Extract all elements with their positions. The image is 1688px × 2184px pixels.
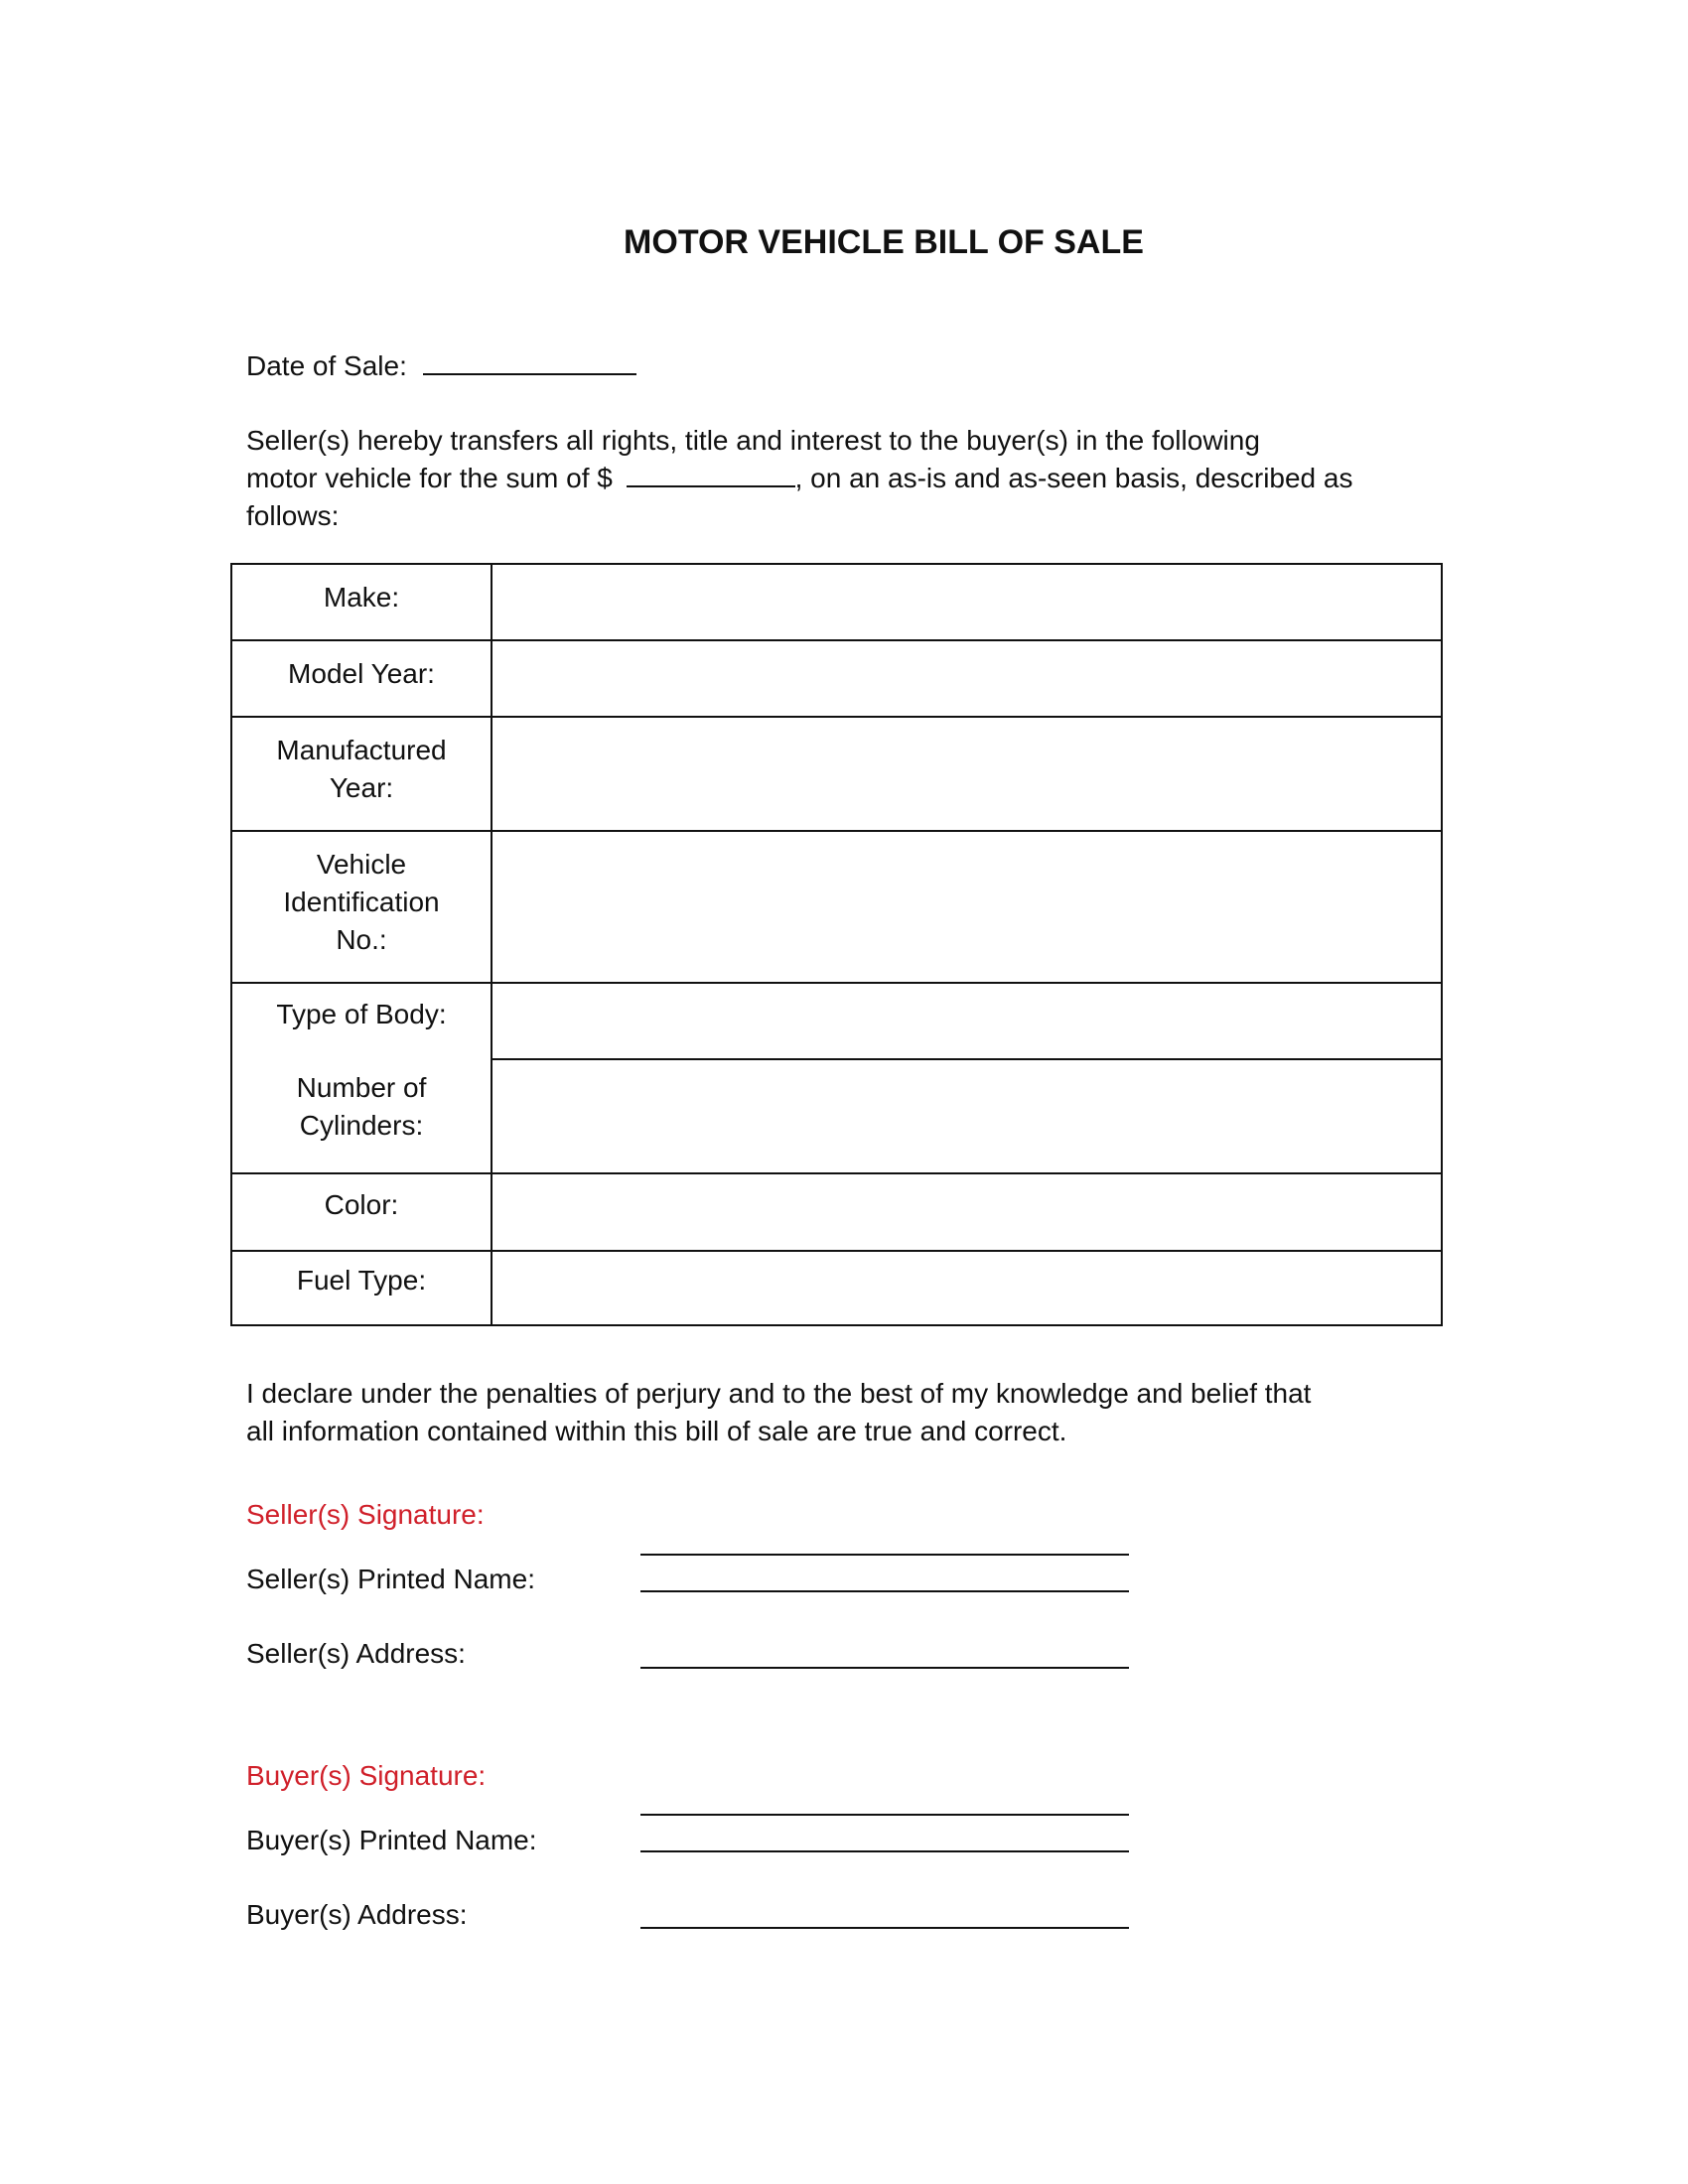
- fuel-type-label: Fuel Type:: [231, 1251, 492, 1325]
- transfer-line-2-before: motor vehicle for the sum of $: [246, 463, 613, 493]
- seller-printed-name-label: Seller(s) Printed Name:: [246, 1564, 535, 1594]
- seller-signature-label: Seller(s) Signature:: [246, 1499, 485, 1530]
- manufactured-year-field[interactable]: [492, 717, 1442, 831]
- sale-amount-field[interactable]: [627, 460, 795, 487]
- table-row-color: [231, 1173, 1442, 1251]
- transfer-line-1: Seller(s) hereby transfers all rights, title and interest to the buyer(s) in the following: [246, 425, 1260, 456]
- make-label: Make:: [231, 564, 492, 640]
- make-field[interactable]: [492, 564, 1442, 640]
- table-row-make: [231, 564, 1442, 640]
- cylinders-field[interactable]: [492, 1059, 1442, 1173]
- vin-field[interactable]: [492, 831, 1442, 983]
- seller-address-label: Seller(s) Address:: [246, 1638, 466, 1669]
- buyer-address-line[interactable]: [640, 1927, 1129, 1929]
- cylinders-label-line-2: Cylinders:: [299, 1110, 424, 1141]
- table-row-model-year: [231, 640, 1442, 717]
- date-of-sale-label: Date of Sale:: [246, 350, 407, 381]
- buyer-printed-name-line[interactable]: [640, 1850, 1129, 1852]
- vin-label-line-2: Identification: [283, 887, 440, 917]
- buyer-address-label: Buyer(s) Address:: [246, 1899, 468, 1930]
- table-row-manufactured-year: [231, 717, 1442, 831]
- transfer-line-2-after: , on an as-is and as-seen basis, described as: [794, 463, 1353, 493]
- seller-printed-name-line[interactable]: [640, 1590, 1129, 1592]
- manufactured-year-label-line-1: Manufactured: [276, 735, 447, 765]
- vin-label: [231, 831, 492, 983]
- table-row-type-of-body: [231, 983, 1442, 1059]
- seller-signature-line[interactable]: [640, 1554, 1129, 1556]
- cylinders-label-line-1: Number of: [296, 1072, 427, 1103]
- model-year-label: Model Year:: [231, 640, 492, 717]
- date-of-sale-row: [246, 347, 636, 385]
- document-title: MOTOR VEHICLE BILL OF SALE: [624, 223, 1144, 261]
- cylinders-label: [231, 1059, 492, 1173]
- declaration-paragraph: [246, 1375, 1311, 1450]
- manufactured-year-label: [231, 717, 492, 831]
- color-field[interactable]: [492, 1173, 1442, 1251]
- declaration-line-2: all information contained within this bill of sale are true and correct.: [246, 1416, 1067, 1446]
- table-row-cylinders: [231, 1059, 1442, 1173]
- vin-label-line-3: No.:: [336, 924, 387, 955]
- transfer-line-2: [246, 460, 1352, 497]
- table-row-vin: [231, 831, 1442, 983]
- model-year-field[interactable]: [492, 640, 1442, 717]
- buyer-signature-line[interactable]: [640, 1814, 1129, 1816]
- seller-address-line[interactable]: [640, 1667, 1129, 1669]
- color-label: Color:: [231, 1173, 492, 1251]
- type-of-body-label: Type of Body:: [231, 983, 492, 1059]
- transfer-paragraph: [246, 422, 1352, 535]
- declaration-line-1: I declare under the penalties of perjury and to the best of my knowledge and belief that: [246, 1378, 1312, 1409]
- fuel-type-field[interactable]: [492, 1251, 1442, 1325]
- vehicle-details-table: [230, 563, 1443, 1326]
- vin-label-line-1: Vehicle: [316, 849, 407, 880]
- date-of-sale-field[interactable]: [423, 347, 636, 375]
- type-of-body-field[interactable]: [492, 983, 1442, 1059]
- buyer-printed-name-label: Buyer(s) Printed Name:: [246, 1825, 537, 1855]
- transfer-line-3: follows:: [246, 500, 340, 531]
- buyer-signature-label: Buyer(s) Signature:: [246, 1760, 487, 1791]
- manufactured-year-label-line-2: Year:: [329, 772, 394, 803]
- table-row-fuel-type: [231, 1251, 1442, 1325]
